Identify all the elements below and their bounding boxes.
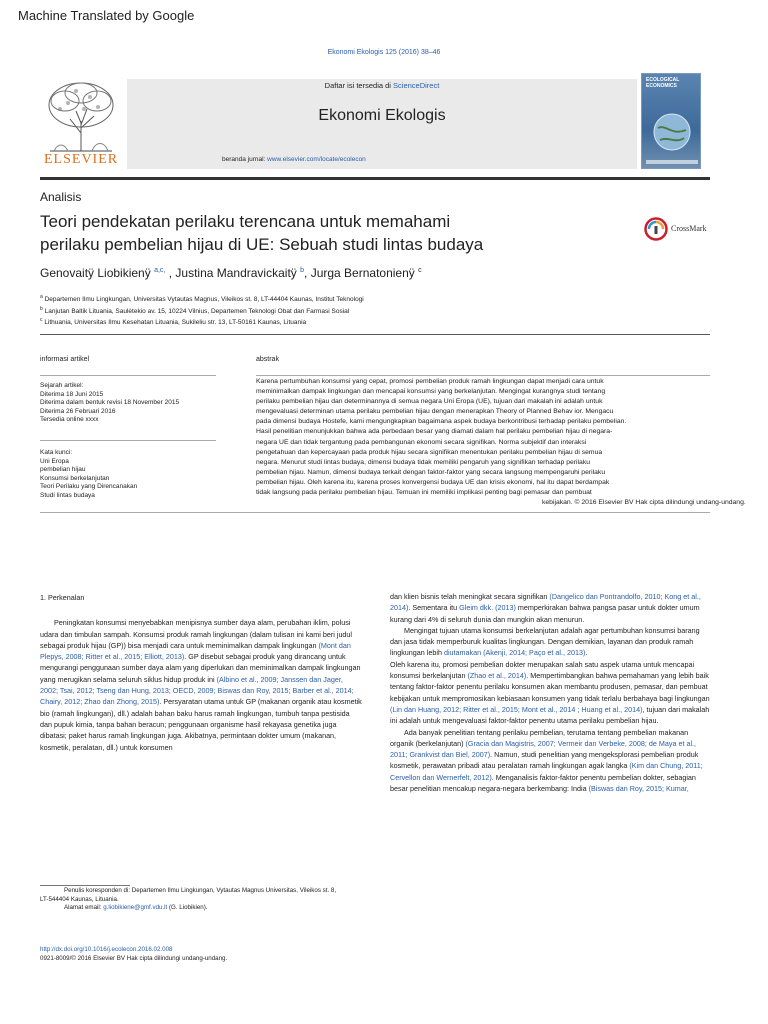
body-paragraph	[390, 659, 712, 727]
affiliation-mark: b	[40, 305, 43, 312]
body-text: Peningkatan konsumsi menyebabkan menipisnya sumber daya alam, perubahan iklim, polusi udara dan timbulan sampah. Konsumsi produk ramah lingkungan (dalam tulisan ini kami beri judul sebagai produk hijau (GP)) bisa menjadi cara untuk meminimalkan dampak lingkungan	[40, 618, 353, 650]
footnote-email-line	[40, 904, 340, 913]
email-suffix: (G. Liobikien).	[167, 904, 208, 911]
doi-link[interactable]: http://dx.doi.org/10.1016/j.ecolecon.2016.02.008	[40, 946, 173, 953]
body-paragraph	[390, 727, 712, 795]
affiliation-mark: c	[40, 317, 43, 324]
abstract-line: meminimalkan dampak lingkungan dan mencapai konsumsi yang berkelanjutan. Mengingat kurangnya studi tentang	[256, 388, 606, 396]
abstract-line: tidak langsung pada perilaku pembelian hijau. Temuan ini memiliki implikasi penting bagi pemasar dan pembuat	[256, 489, 592, 497]
abstract-rule	[256, 375, 710, 376]
body-text: . Menganalisis faktor-faktor penentu pembelian dokter, sebagian besar penelitian mencakup negara-negara berkembang: India	[390, 772, 696, 794]
affiliation-text: Lanjutan Baltik Lituania, Saulėtekio av. 15, 10224 Vilnius, Departemen Teknologi Obat dan Farmasi Sosial	[44, 307, 350, 315]
affiliation-item	[40, 293, 600, 305]
crossmark-button[interactable]	[644, 217, 718, 241]
affiliation-list	[40, 293, 600, 328]
keyword-item: Konsumsi berkelanjutan	[40, 474, 110, 482]
affiliation-item	[40, 316, 600, 328]
section-label: Analisis	[40, 190, 82, 204]
citation-link[interactable]: (Lin dan Huang, 2012; Ritter et al., 2015; Mont et al., 2014 ; Huang et al., 2014)	[390, 704, 643, 714]
body-left-column	[40, 592, 362, 753]
affiliation-mark: a	[40, 294, 43, 300]
sciencedirect-link[interactable]: ScienceDirect	[393, 81, 440, 90]
abstract-line: negara. Menurut studi lintas budaya, dimensi budaya tidak memiliki pengaruh yang signifikan terhadap perilaku	[256, 458, 591, 466]
email-link[interactable]: g.liobikiene@gmf.vdu.lt	[103, 904, 168, 911]
citation-link[interactable]: diutamakan (Akenji, 2014; Paço et al., 2013)	[443, 648, 586, 658]
body-text: memperkirakan bahwa pangsa pasar untuk dokter umum kurang dari 4% di seluruh dunia dan mungkin akan menurun.	[390, 603, 700, 624]
keyword-item: Uni Eropa	[40, 457, 69, 465]
keyword-item: pembelian hijau	[40, 466, 86, 473]
corresponding-author-footnote	[40, 887, 340, 913]
email-label: Alamat email:	[64, 904, 104, 911]
body-text: Mengingat tujuan utama konsumsi berkelanjutan adalah agar pertumbuhan konsumsi barang dan jasa tidak memperburuk kualitas lingkungan. Dengan demikian, layanan dan produk ramah lingkungan lebih	[390, 625, 700, 658]
author-affiliation-mark[interactable]: a,c,	[154, 267, 166, 274]
citation-link[interactable]: (Mont dan Plepys, 2008; Ritter et al., 2015; Elliott, 2013)	[40, 640, 351, 662]
keyword-list	[40, 449, 220, 500]
body-paragraph	[390, 625, 712, 659]
intro-paragraph	[40, 617, 362, 753]
affiliation-item	[40, 305, 600, 317]
history-label: Sejarah artikel:	[40, 382, 84, 389]
history-item: Tersedia online xxxx	[40, 416, 99, 423]
crossmark-label: CrossMark	[671, 224, 707, 233]
keywords-label: Kata kunci:	[40, 449, 73, 456]
author-name[interactable]: Justina Mandravickaitÿ	[175, 266, 297, 280]
author-affiliation-mark[interactable]: b	[300, 267, 305, 274]
section-heading: 1. Perkenalan	[40, 593, 85, 602]
body-text: Oleh karena itu, promosi pembelian dokter merupakan salah satu aspek utama untuk mencapai konsumsi berkelanjutan	[390, 659, 695, 681]
author-name[interactable]: Jurga Bernatonienÿ	[310, 266, 415, 280]
article-title-line-2: perilaku pembelian hijau di UE: Sebuah studi lintas budaya	[40, 235, 484, 254]
abstract-line: pengetahuan dan kepercayaan pada produk hijau secara signifikan menentukan perilaku pembelian hijau di semua	[256, 448, 603, 456]
citation-link[interactable]: Gleim dkk. (2013)	[459, 603, 516, 613]
author-affiliation-mark: c	[418, 267, 422, 274]
keywords-rule	[40, 440, 216, 441]
contents-availability	[127, 81, 637, 90]
abstract-line: pembelian hijau. Oleh karena itu, karena proses konvergensi budaya UE dan krisis ekonomi, hal itu dapat berdampak	[256, 478, 610, 486]
copyright-line: 0921-8009/© 2016 Elsevier BV Hak cipta dilindungi undang-undang.	[40, 955, 228, 962]
footnote-text: Penulis koresponden di: Departemen Ilmu Lingkungan, Vytautas Magnus Universitas, Vileikos st. 8, LT-544404 Kaunas, Lituania.	[40, 887, 337, 903]
article-title	[40, 210, 600, 256]
affiliation-text: Departemen Ilmu Lingkungan, Universitas Vytautas Magnus, Vileikos st. 8, LT-44404 Kaunas, Institut Teknologi	[44, 296, 364, 304]
contents-prefix: Daftar isi tersedia di	[324, 81, 394, 90]
body-text: . Persyaratan utama untuk GP (makanan organik atau kosmetik bio (ramah lingkungan), dll.) adalah bahan baku harus ramah lingkungan, tumbuh tanpa pestisida dan pupuk kimia, tanpa bahan beracun; penggunaan organisme hasil rekayasa genetika juga dibatasi; paket harus ramah lingkungan juga. Akibatnya, permintaan dokter umum (makanan, kosmetik, peralatan, dll.) untuk konsumen	[40, 697, 362, 752]
body-text: dan klien bisnis telah meningkat secara signifikan	[390, 592, 550, 601]
article-info-rule	[40, 375, 216, 376]
keyword-item: Studi lintas budaya	[40, 491, 95, 499]
homepage-link[interactable]: www.elsevier.com/locate/ecolecon	[267, 156, 366, 163]
article-history	[40, 382, 220, 425]
history-item: Diterima 26 Februari 2016	[40, 407, 116, 415]
homepage-prefix: beranda jurnal:	[222, 156, 268, 163]
body-right-column	[390, 591, 712, 794]
journal-homepage	[222, 156, 366, 163]
crossmark-icon	[644, 217, 668, 241]
article-info-heading: informasi artikel	[40, 356, 90, 363]
abstract-line: perilaku pembelian hijau dan determinannya di semua negara Uni Eropa (UE), tujuan dari makalah ini adalah untuk	[256, 398, 603, 406]
journal-title: Ekonomi Ekologis	[318, 107, 446, 124]
article-metadata	[40, 945, 227, 963]
history-item: Diterima dalam bentuk revisi 18 November 2015	[40, 399, 180, 406]
body-text: .	[585, 648, 588, 658]
abstract-line: Hasil penelitian menunjukkan bahwa ada perbedaan besar yang diamati dalam hal perilaku pembelian hijau di negara-	[256, 428, 613, 436]
citation-link[interactable]: (Zhao et al., 2014)	[467, 671, 527, 681]
author-name[interactable]: Genovaitÿ Liobikienÿ	[40, 266, 151, 280]
author-separator: ,	[165, 266, 176, 280]
body-text: . Sementara itu	[408, 603, 460, 613]
body-text: . Mempertimbangkan bahwa pemahaman yang lebih baik tentang faktor-faktor penentu perilaku konsumen akan membantu produsen, pemasar, dan pembuat kebijakan untuk mempromosikan kebiasaan konsumen yang tidak terlalu berbahaya bagi lingkungan	[390, 671, 710, 703]
abstract-line: Karena pertumbuhan konsumsi yang cepat, promosi pembelian produk ramah lingkungan dapat menjadi cara untuk	[256, 378, 604, 385]
citation-link[interactable]: (Biswas dan Roy, 2015; Kumar,	[588, 784, 689, 794]
citation-link[interactable]: (Kim dan Chung, 2011; Cervellon dan Wernerfelt, 2012)	[390, 761, 703, 782]
abstract-last-line: kebijakan. © 2016 Elsevier BV Hak cipta dilindungi undang-undang.	[542, 499, 746, 507]
abstract-body	[256, 377, 768, 508]
journal-reference-link[interactable]: Ekonomi Ekologis 125 (2016) 38–46	[327, 49, 441, 56]
history-item: Diterima 18 Juni 2015	[40, 390, 104, 398]
elsevier-wordmark: ELSEVIER	[44, 152, 119, 167]
affiliation-text: Lithuania, Universitas Ilmu Kesehatan Lituania, Sukileliu str. 13, LT-50161 Kaunas, Lituania	[44, 319, 307, 327]
body-text: . Namun, studi penelitian yang mengeksplorasi pembelian produk kosmetik, perawatan pribadi atau peralatan ramah lingkungan agak langka	[390, 750, 699, 771]
body-text: . GP disebut sebagai produk yang dirancang untuk mengurangi penggunaan sumber daya alam yang diperlukan dan meminimalkan dampak lingkungan yang merugikan selama seluruh siklus hidup produk ini	[40, 652, 361, 684]
translation-banner: Machine Translated by Google	[18, 8, 195, 23]
citation-link[interactable]: (Dangelico dan Pontrandolfo, 2010; Kong et al., 2014)	[390, 592, 701, 613]
author-separator: ,	[304, 266, 311, 280]
author-list	[40, 266, 422, 280]
citation-link[interactable]: (Gracia dan Magistris, 2007; Vermeir dan Verbeke, 2008; de Maya et al., 2011; Grankvist dan Biel, 2007)	[390, 738, 697, 760]
cover-title: ECOLOGICAL ECONOMICS	[646, 77, 680, 89]
abstract-line: negara UE dan tidak tergantung pada pembangunan ekonomi secara signifikan. Norma subjektif dan interaksi	[256, 438, 587, 446]
keyword-item: Teori Perilaku yang Direncanakan	[40, 483, 138, 490]
abstract-line: mengevaluasi determinan utama perilaku pembelian hijau dengan menerapkan Theory of Planned Behav ior. Mengacu	[256, 408, 614, 416]
abstract-line: pembelian hijau. Namun, dimensi budaya terkait dengan faktor-faktor yang secara langsung mempengaruhi perilaku	[256, 468, 606, 476]
article-title-line-1: Teori pendekatan perilaku terencana untuk memahami	[40, 212, 451, 231]
body-paragraph	[390, 591, 712, 625]
citation-link[interactable]: (Albino et al., 2009; Janssen dan Jager, 2002; Tsai, 2012; Tseng dan Hung, 2013; OECD, 2009; Biswas dan Roy, 2015; Barber et al., 2014; Chairy, 2012; Zhao dan Zhong, 2015)	[40, 674, 354, 707]
abstract-line: pada dimensi budaya Hostefe, kami mengungkapkan bagaimana aspek budaya berkontribusi terhadap perilaku pembelian.	[256, 418, 627, 426]
abstract-heading: abstrak	[256, 356, 279, 363]
header-divider	[40, 177, 710, 180]
body-text: Ada banyak penelitian tentang perilaku pembelian, terutama tentang pembelian makanan organik (berkelanjutan)	[390, 727, 689, 748]
body-text: , tujuan dari makalah ini adalah untuk mengevaluasi faktor-faktor penentu utama perilaku pembelian hijau.	[390, 704, 710, 726]
abstract-divider	[40, 512, 710, 513]
title-block-divider	[40, 334, 710, 335]
footnote-rule	[40, 885, 130, 886]
